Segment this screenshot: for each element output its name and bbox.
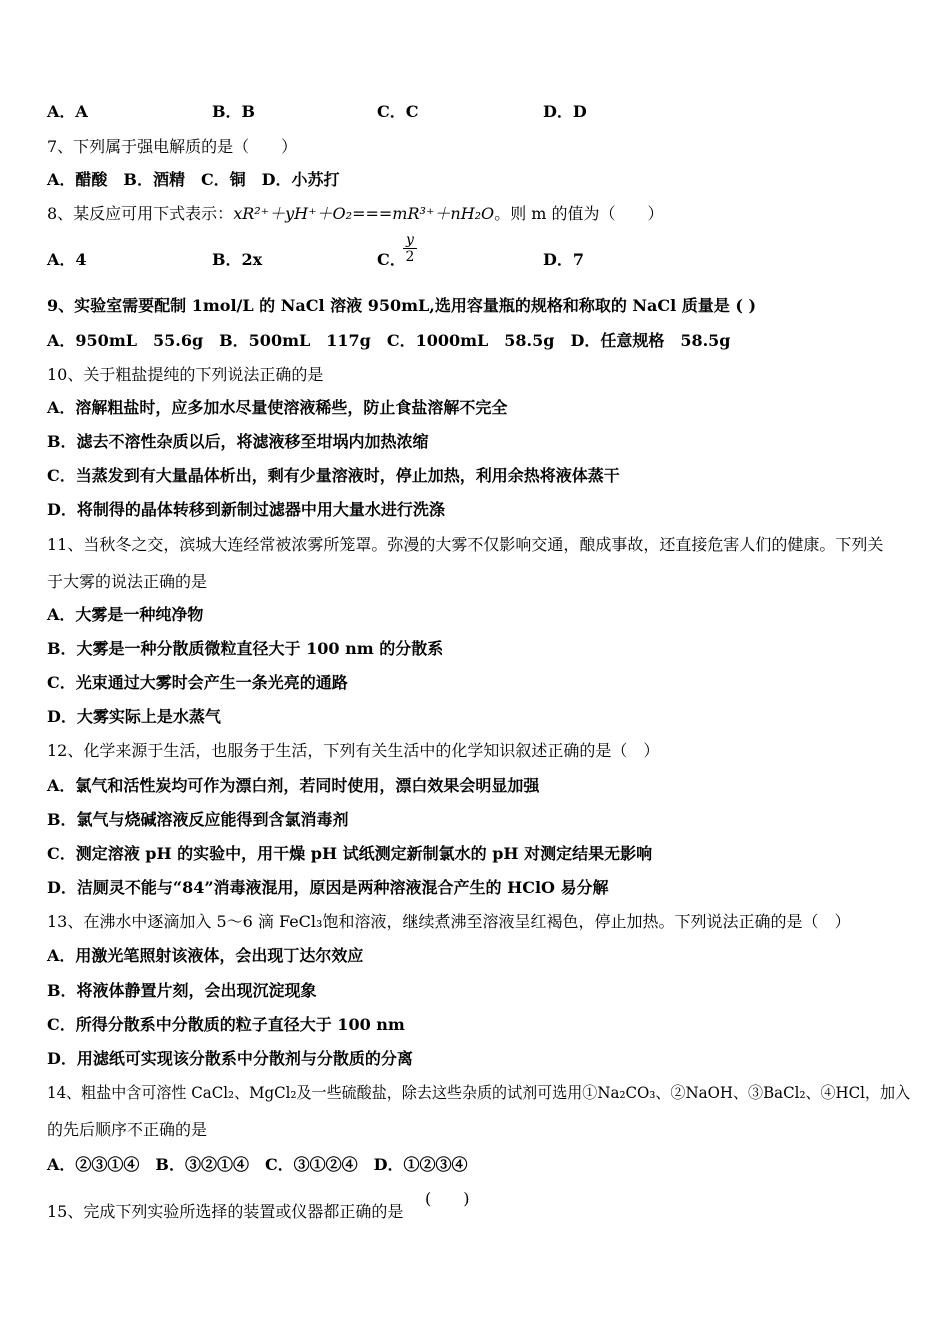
q8-stem-suffix: 。则 m 的值为（ ）	[494, 204, 664, 223]
q11-stem-line2: 于大雾的说法正确的是	[47, 572, 208, 591]
q8-stem-prefix: 8、某反应可用下式表示：	[47, 204, 234, 223]
q8-option-b: B．2x	[212, 250, 263, 269]
q8-fraction-denominator: 2	[405, 249, 415, 265]
q13-option-c: C．所得分散系中分散质的粒子直径大于 100 nm	[47, 1015, 405, 1034]
q14-stem-line2: 的先后顺序不正确的是	[47, 1120, 208, 1139]
q8-stem	[47, 204, 664, 224]
q6-option-d: D．D	[543, 102, 587, 121]
q10-option-c: C．当蒸发到有大量晶体析出，剩有少量溶液时，停止加热，利用余热将液体蒸干	[47, 466, 620, 485]
q12-option-b: B．氯气与烧碱溶液反应能得到含氯消毒剂	[47, 810, 349, 829]
q8-formula: xR²⁺＋yH⁺＋O₂===mR³⁺＋nH₂O	[233, 204, 495, 223]
q9-options: A．950mL 55.6g B．500mL 117g C．1000mL 58.5g D．任意规格 58.5g	[47, 331, 731, 350]
q11-option-a: A．大雾是一种纯净物	[47, 605, 204, 624]
q7-stem: 7、下列属于强电解质的是（ ）	[47, 137, 298, 156]
q13-option-d: D．用滤纸可实现该分散系中分散剂与分散质的分离	[47, 1049, 413, 1068]
q9-stem: 9、实验室需要配制 1mol/L 的 NaCl 溶液 950mL,选用容量瓶的规格和称取的 NaCl 质量是 ( )	[47, 296, 757, 315]
q6-option-a: A．A	[47, 102, 88, 121]
q13-option-b: B．将液体静置片刻，会出现沉淀现象	[47, 981, 317, 1000]
q10-option-d: D．将制得的晶体转移到新制过滤器中用大量水进行洗涤	[47, 500, 445, 519]
q13-stem: 13、在沸水中逐滴加入 5～6 滴 FeCl₃饱和溶液，继续煮沸至溶液呈红褐色，停止加热。下列说法正确的是（ ）	[47, 912, 851, 931]
q12-option-d: D．洁厕灵不能与“84”消毒液混用，原因是两种溶液混合产生的 HClO 易分解	[47, 878, 609, 897]
q8-option-c-fraction	[403, 233, 417, 264]
q8-option-c-label: C．	[377, 250, 406, 269]
q6-option-b: B．B	[212, 102, 256, 121]
q15-stem: 15、完成下列实验所选择的装置或仪器都正确的是	[47, 1202, 404, 1221]
q10-option-a: A．溶解粗盐时，应多加水尽量使溶液稀些，防止食盐溶解不完全	[47, 398, 508, 417]
q6-option-c: C．C	[377, 102, 419, 121]
q10-stem: 10、关于粗盐提纯的下列说法正确的是	[47, 365, 324, 384]
q12-option-a: A．氯气和活性炭均可作为漂白剂，若同时使用，漂白效果会明显加强	[47, 776, 540, 795]
q14-stem-line1: 14、粗盐中含可溶性 CaCl₂、MgCl₂及一些硫酸盐，除去这些杂质的试剂可选用①Na₂CO₃、②NaOH、③BaCl₂、④HCl，加入	[47, 1083, 911, 1102]
q11-stem-line1: 11、当秋冬之交，滨城大连经常被浓雾所笼罩。弥漫的大雾不仅影响交通，酿成事故，还直接危害人们的健康。下列关	[47, 535, 884, 554]
q14-options: A．②③①④ B．③②①④ C．③①②④ D．①②③④	[47, 1155, 468, 1174]
q8-option-a: A．4	[47, 250, 87, 269]
q11-option-c: C．光束通过大雾时会产生一条光亮的通路	[47, 673, 348, 692]
q8-option-d: D．7	[543, 250, 585, 269]
q7-options: A．醋酸 B．酒精 C．铜 D．小苏打	[47, 170, 340, 189]
q12-stem: 12、化学来源于生活，也服务于生活，下列有关生活中的化学知识叙述正确的是（ ）	[47, 741, 660, 760]
q8-fraction-numerator: y	[406, 232, 414, 248]
q15-answer-paren: ( )	[425, 1189, 470, 1208]
q12-option-c: C．测定溶液 pH 的实验中，用干燥 pH 试纸测定新制氯水的 pH 对测定结果无影响	[47, 844, 653, 863]
q13-option-a: A．用激光笔照射该液体，会出现丁达尔效应	[47, 946, 364, 965]
q11-option-b: B．大雾是一种分散质微粒直径大于 100 nm 的分散系	[47, 639, 444, 658]
q10-option-b: B．滤去不溶性杂质以后，将滤液移至坩埚内加热浓缩	[47, 432, 429, 451]
q11-option-d: D．大雾实际上是水蒸气	[47, 707, 221, 726]
